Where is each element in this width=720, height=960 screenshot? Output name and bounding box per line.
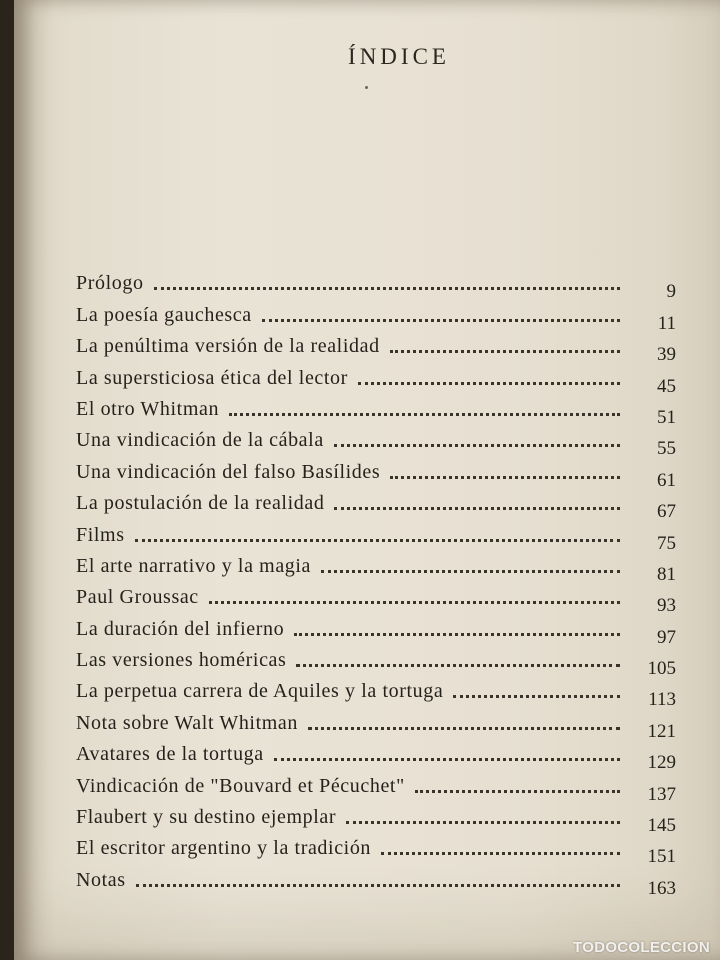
- dot-leader: [274, 758, 620, 761]
- toc-entry-page-number: 105: [647, 658, 676, 680]
- toc-entry: [76, 513, 676, 554]
- toc-entry: [76, 262, 676, 303]
- toc-entry: [76, 639, 676, 680]
- toc-entry-title: La postulación de la realidad: [76, 492, 325, 515]
- dot-leader: [381, 852, 620, 855]
- toc-entry-title: Nota sobre Walt Whitman: [76, 711, 298, 734]
- watermark-logo: TODOCOLECCION: [573, 939, 710, 956]
- toc-entry-title: Films: [76, 523, 125, 546]
- dot-leader: [346, 821, 620, 824]
- toc-entry-page-number: 75: [657, 532, 676, 554]
- dot-leader: [308, 727, 620, 730]
- toc-entry-page-number: 163: [647, 877, 676, 899]
- toc-entry-title: Una vindicación del falso Basílides: [76, 460, 381, 483]
- toc-entry-title: La supersticiosa ética del lector: [76, 366, 348, 389]
- dot-leader: [453, 695, 620, 698]
- dot-leader: [415, 790, 620, 793]
- toc-entry-title: La duración del infierno: [76, 617, 285, 640]
- toc-entry-page-number: 129: [647, 752, 676, 774]
- toc-entry-page-number: 137: [647, 783, 676, 805]
- toc-entry-title: Prólogo: [76, 272, 144, 295]
- toc-entry: [76, 293, 676, 334]
- toc-entry-title: El escritor argentino y la tradición: [76, 837, 372, 860]
- dot-leader: [294, 633, 620, 636]
- dot-leader: [358, 382, 620, 385]
- toc-entry-title: Una vindicación de la cábala: [76, 429, 324, 452]
- toc-entry: [76, 827, 676, 868]
- toc-entry-page-number: 151: [647, 846, 676, 868]
- dot-leader: [136, 884, 620, 887]
- toc-entry: [76, 545, 676, 585]
- toc-entry: [76, 576, 676, 617]
- toc-entry: [76, 858, 676, 899]
- toc-entry-title: La perpetua carrera de Aquiles y la tortuga: [76, 680, 444, 703]
- toc-entry-title: Avatares de la tortuga: [76, 743, 264, 766]
- toc-entry-page-number: 51: [657, 406, 676, 428]
- page-title: ÍNDICE: [348, 44, 450, 69]
- dot-leader: [321, 570, 620, 573]
- toc-entry-page-number: 97: [657, 626, 676, 648]
- toc-entry-page-number: 55: [657, 438, 676, 460]
- dot-leader: [229, 413, 620, 416]
- dot-leader: [334, 444, 620, 447]
- toc-entry: [76, 325, 676, 366]
- dot-leader: [296, 664, 620, 667]
- toc-entry-title: La poesía gauchesca: [76, 303, 252, 326]
- toc-entry-page-number: 93: [657, 595, 676, 617]
- dot-leader: [390, 476, 620, 479]
- toc-entry-page-number: 11: [657, 312, 676, 334]
- toc-entry: [76, 450, 676, 491]
- toc-entry: [76, 419, 676, 460]
- toc-entry-page-number: 45: [657, 375, 676, 397]
- toc-entry-title: Vindicación de "Bouvard et Pécuchet": [76, 774, 405, 797]
- toc-entry-page-number: 145: [647, 815, 676, 837]
- toc-entry-title: El arte narrativo y la magia: [76, 554, 312, 577]
- toc-entry-title: El otro Whitman: [76, 397, 220, 420]
- dot-leader: [209, 601, 620, 604]
- toc-entry-page-number: 121: [647, 720, 676, 742]
- toc-entry-page-number: 81: [657, 563, 676, 585]
- toc-entry: [76, 482, 676, 523]
- toc-entry: [76, 670, 676, 711]
- toc-entry: [76, 701, 676, 742]
- book-page: [14, 0, 720, 960]
- toc-entry-page-number: 9: [666, 281, 676, 303]
- toc-entry-title: Notas: [76, 868, 126, 891]
- dot-leader: [262, 319, 620, 322]
- toc-entry: [76, 607, 676, 648]
- toc-entry-title: La penúltima versión de la realidad: [76, 335, 380, 358]
- toc-entry: [76, 356, 676, 397]
- toc-entry-page-number: 67: [657, 501, 676, 523]
- ornament-dot: [365, 86, 368, 89]
- dot-leader: [154, 287, 620, 290]
- dot-leader: [390, 350, 620, 353]
- toc-entry-title: Paul Groussac: [76, 586, 199, 609]
- dot-leader: [334, 507, 620, 510]
- toc-entry-title: Las versiones homéricas: [76, 649, 287, 672]
- toc-entry: [76, 796, 676, 837]
- toc-entry: [76, 733, 676, 774]
- toc-entry: [76, 764, 676, 805]
- toc-entry: [76, 388, 676, 428]
- toc-entry-page-number: 39: [657, 344, 676, 366]
- table-of-contents: [76, 262, 676, 899]
- dot-leader: [135, 539, 620, 542]
- toc-entry-page-number: 113: [648, 689, 676, 711]
- toc-entry-title: Flaubert y su destino ejemplar: [76, 806, 337, 829]
- toc-entry-page-number: 61: [657, 469, 676, 491]
